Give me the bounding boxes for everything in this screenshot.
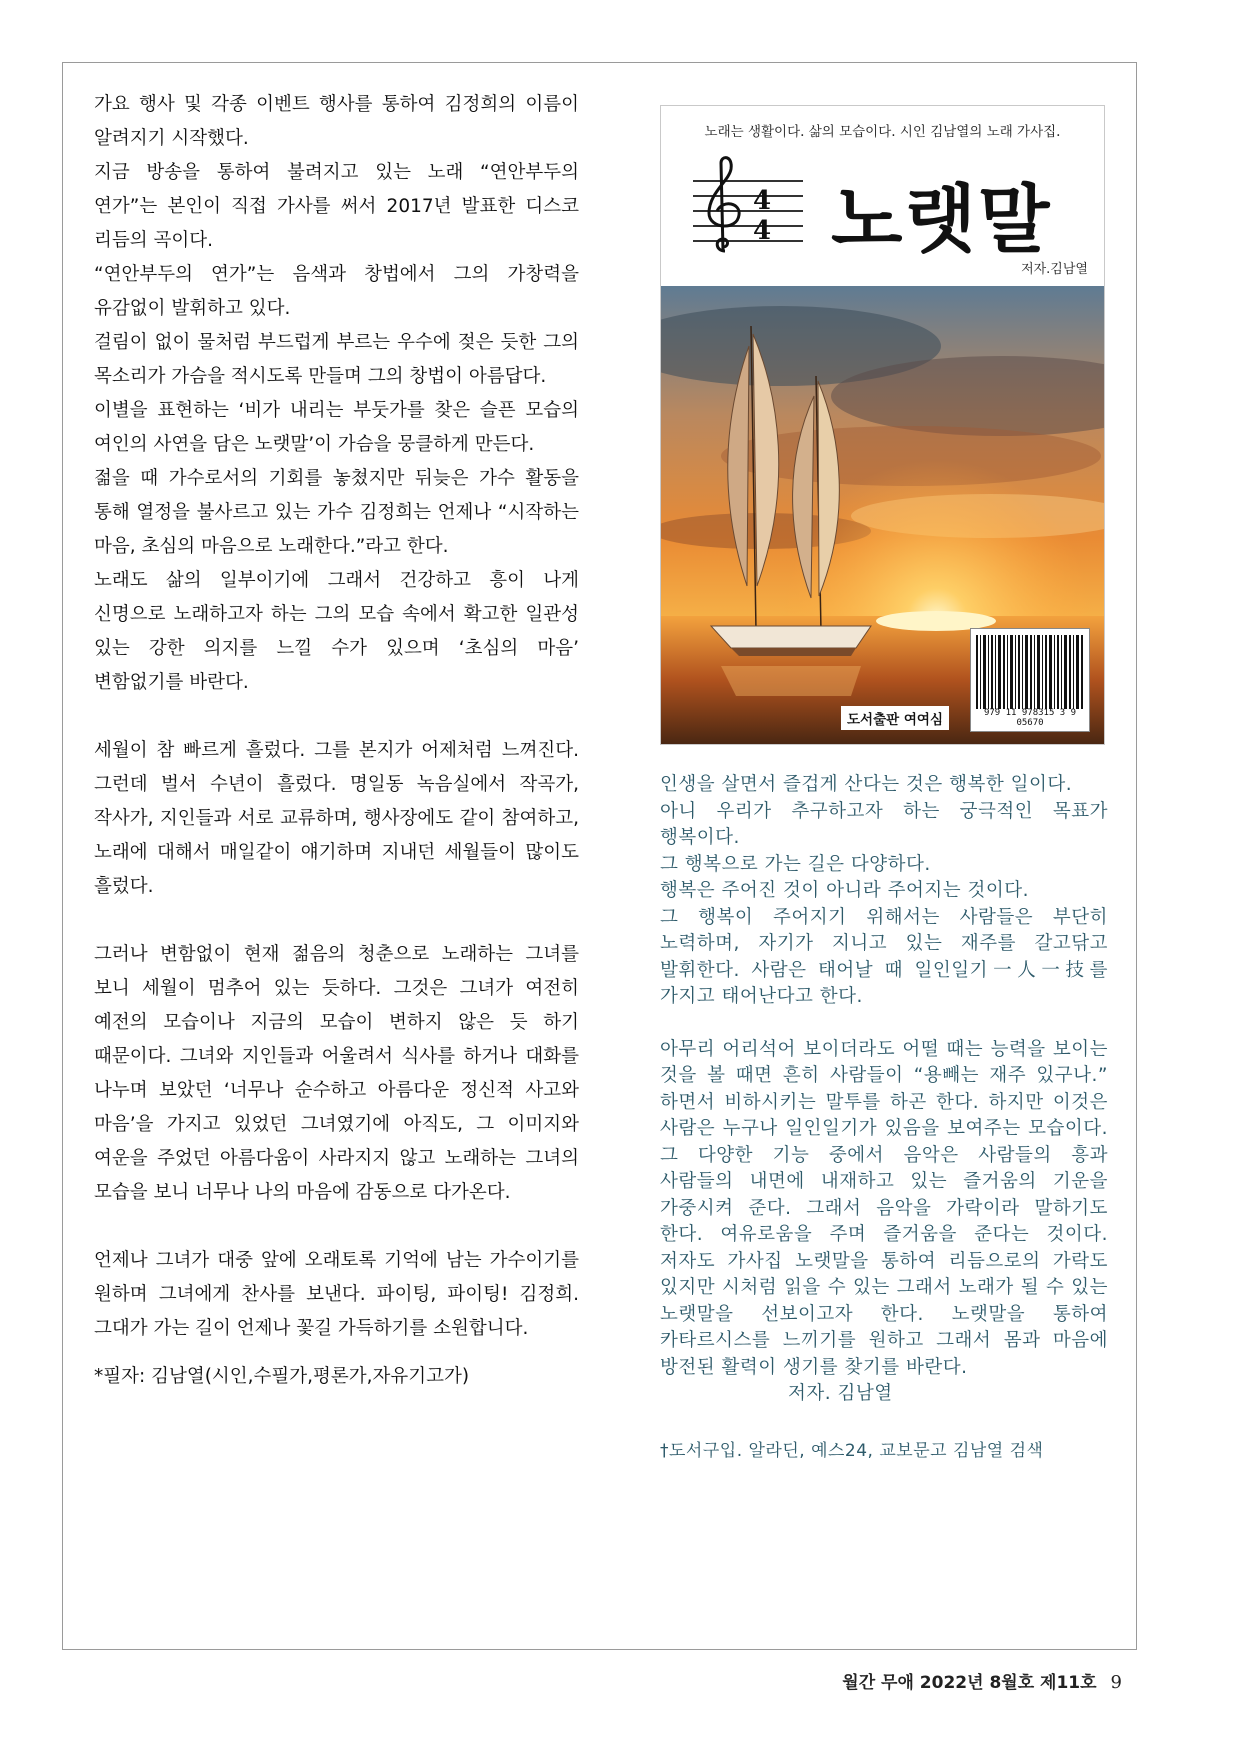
intro-paragraph: 행복은 주어진 것이 아니라 주어지는 것이다. [660,880,1029,901]
svg-text:4: 4 [753,216,772,246]
article-paragraph: 지금 방송을 통하여 불려지고 있는 노래 “연안부두의 연가”는 본인이 직접 가사를 써서 2017년 발표한 디스코 리듬의 곡이다. [94,162,579,251]
publisher-label: 도서출판 여여심 [841,706,949,730]
cover-author: 저자.김남열 [1021,262,1088,277]
intro-signature: 저자. 김남열 [788,1383,893,1404]
purchase-info: †도서구입. 알라딘, 예스24, 교보문고 김남열 검색 [660,1440,1044,1461]
intro-paragraph: 그 행복이 주어지기 위해서는 사람들은 부단히 노력하며, 자기가 지니고 있는 재주를 갈고닦고 발휘한다. 사람은 태어날 때 일인일기一人一技를 가지고 태어난다고 한다. [660,906,1108,1007]
intro-paragraph: 인생을 살면서 즐겁게 산다는 것은 행복한 일이다. [660,774,1073,795]
article-paragraph: 노래도 삶의 일부이기에 그래서 건강하고 흥이 나게 신명으로 노래하고자 하는 그의 모습 속에서 확고한 일관성 있는 강한 의지를 느낄 수가 있으며 ‘초심의 마음’ 변함없기를 바란다. [94,570,579,693]
barcode-number: 979 11 978315 3 9 05670 [983,708,1077,728]
article-paragraph: 젊을 때 가수로서의 기회를 놓쳤지만 뒤늦은 가수 활동을 통해 열정을 불사르고 있는 가수 김정희는 언제나 “시작하는 마음, 초심의 마음으로 노래한다.”라고 한다. [94,468,579,557]
barcode [970,628,1090,732]
music-staff-icon [693,151,803,261]
article-paragraph: 가요 행사 및 각종 이벤트 행사를 통하여 김정희의 이름이 알려지기 시작했다. [94,94,579,149]
article-paragraph: 그러나 변함없이 현재 젊음의 청춘으로 노래하는 그녀를 보니 세월이 멈추어 있는 듯하다. 그것은 그녀가 여전히 예전의 모습이나 지금의 모습이 변하지 않은 듯 하기 때문이다. 그녀와 지인들과 어울려서 식사를 하거나 대화를 나누며 보았던 ‘너무나 순수하고 아름다운 정신적 사고와 마음’을 가지고 있었던 그녀였기에 아직도, 그 이미지와 여운을 주었던 아름다움이 사라지지 않고 노래하는 그녀의 모습을 보니 너무나 나의 마음에 감동으로 다가온다. [94,944,579,1203]
page-footer [842,1668,1122,1693]
cover-header [661,106,1104,286]
cover-tagline: 노래는 생활이다. 삶의 모습이다. 시인 김남열의 노래 가사집. [704,124,1061,140]
intro-paragraph: 아무리 어리석어 보이더라도 어떨 때는 능력을 보이는 것을 볼 때면 흔히 사람들이 “용빼는 재주 있구나.” 하면서 비하시키는 말투를 하곤 한다. 하지만 이것은 사람은 누구나 일인일기가 있음을 보여주는 모습이다. 그 다양한 기능 중에서 음악은 사람들의 흥과 사람들의 내면에 내재하고 있는 즐거움의 기운을 가중시켜 준다. 그래서 음악을 가락이라 말하기도 한다. 여유로움을 주며 즐거움을 준다는 것이다. 저자도 가사집 노랫말을 통하여 리듬으로의 가락도 있지만 시처럼 읽을 수 있는 그래서 노래가 될 수 있는 노랫말을 선보이고자 한다. 노랫말을 통하여 카타르시스를 느끼기를 원하고 그래서 몸과 마음에 방전된 활력이 생기를 찾기를 바란다. [660,1038,1108,1378]
book-cover-image [660,105,1105,745]
sailboat-sunset-photo [661,286,1104,744]
article-paragraph: “연안부두의 연가”는 음색과 창법에서 그의 가창력을 유감없이 발휘하고 있다. [94,264,579,319]
article-paragraph: 언제나 그녀가 대중 앞에 오래토록 기억에 남는 가수이기를 원하며 그녀에게 찬사를 보낸다. 파이팅, 파이팅! 김정희. 그대가 가는 길이 언제나 꽃길 가득하기를 소원합니다. [94,1250,579,1339]
cover-title: 노랫말 [831,177,1052,263]
book-intro-column [660,772,1108,1464]
intro-paragraph: 아니 우리가 추구하고자 하는 궁극적인 목표가 행복이다. [660,800,1108,848]
svg-text:4: 4 [753,186,772,216]
article-left-column [94,88,579,1394]
intro-paragraph: 그 행복으로 가는 길은 다양하다. [660,853,931,875]
issue-label: 월간 무애 2022년 8월호 제11호 [842,1673,1097,1693]
author-note: *필자: 김남열(시인,수필가,평론가,자유기고가) [94,1366,470,1387]
page-number: 9 [1110,1672,1122,1693]
article-paragraph: 세월이 참 빠르게 흘렀다. 그를 본지가 어제처럼 느껴진다. 그런데 벌서 수년이 흘렀다. 명일동 녹음실에서 작곡가, 작사가, 지인들과 서로 교류하며, 행사장에도 같이 참여하고, 노래에 대해서 매일같이 얘기하며 지내던 세월들이 많이도 흘렀다. [94,740,579,897]
article-paragraph: 이별을 표현하는 ‘비가 내리는 부둣가를 찾은 슬픈 모습의 여인의 사연을 담은 노랫말’이 가슴을 뭉클하게 만든다. [94,400,579,455]
article-paragraph: 걸림이 없이 물처럼 부드럽게 부르는 우수에 젖은 듯한 그의 목소리가 가슴을 적시도록 만들며 그의 창법이 아름답다. [94,332,579,387]
